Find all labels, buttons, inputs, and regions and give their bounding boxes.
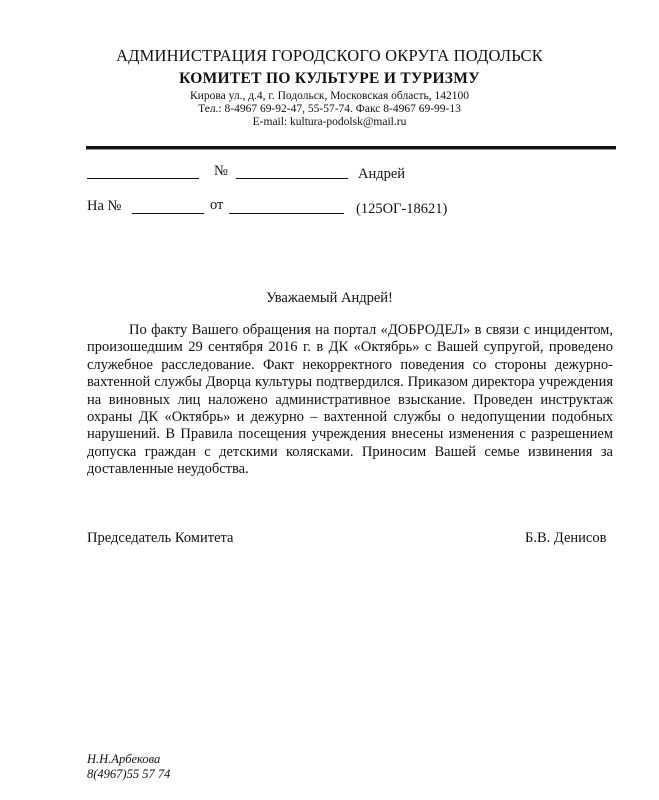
greeting: Уважаемый Андрей! [266, 290, 393, 306]
signatory-position: Председатель Комитета [87, 530, 234, 546]
committee-title: КОМИТЕТ ПО КУЛЬТУРЕ И ТУРИЗМУ [179, 70, 480, 87]
from-label: от [210, 197, 224, 213]
outgoing-date-blank [87, 164, 199, 179]
reference-number: (125ОГ-18621) [356, 201, 448, 217]
signatory-name: Б.В. Денисов [525, 530, 607, 546]
phone-fax-line: Тел.: 8-4967 69-92-47, 55-57-74. Факс 8-4967 69-99-13 [198, 103, 461, 115]
outgoing-number-blank [236, 164, 348, 179]
reply-to-label: На № [87, 198, 122, 214]
letter-body [87, 322, 613, 479]
reply-date-blank [229, 199, 344, 214]
reply-number-blank [132, 199, 204, 214]
email-line: E-mail: kultura-podolsk@mail.ru [252, 116, 407, 128]
number-sign: № [214, 163, 228, 179]
letter-paragraph: По факту Вашего обращения на портал «ДОБРОДЕЛ» в связи с инцидентом, произошедшим 29 сентября 2016 г. в ДК «Октябрь» с Вашей супругой, проведено служебное расследование. Факт некорректного поведения со стороны дежурно-вахтенной службы Дворца культуры подтвердился. Приказом директора учреждения на виновных лиц наложено административное взыскание. Проведен инструктаж охраны ДК «Октябрь» и дежурно – вахтенной службы о недопущении подобных нарушений. В Правила посещения учреждения внесены изменения с разрешением допуска граждан с детскими колясками. Приносим Вашей семье извинения за доставленные неудобства. [87, 322, 613, 478]
address-line: Кирова ул., д.4, г. Подольск, Московская область, 142100 [190, 90, 469, 102]
header-divider-thin [86, 149, 616, 150]
executor-name: Н.Н.Арбекова [87, 752, 161, 766]
recipient-name: Андрей [358, 166, 406, 182]
administration-title: АДМИНИСТРАЦИЯ ГОРОДСКОГО ОКРУГА ПОДОЛЬСК [116, 46, 543, 65]
executor-phone: 8(4967)55 57 74 [87, 767, 171, 781]
